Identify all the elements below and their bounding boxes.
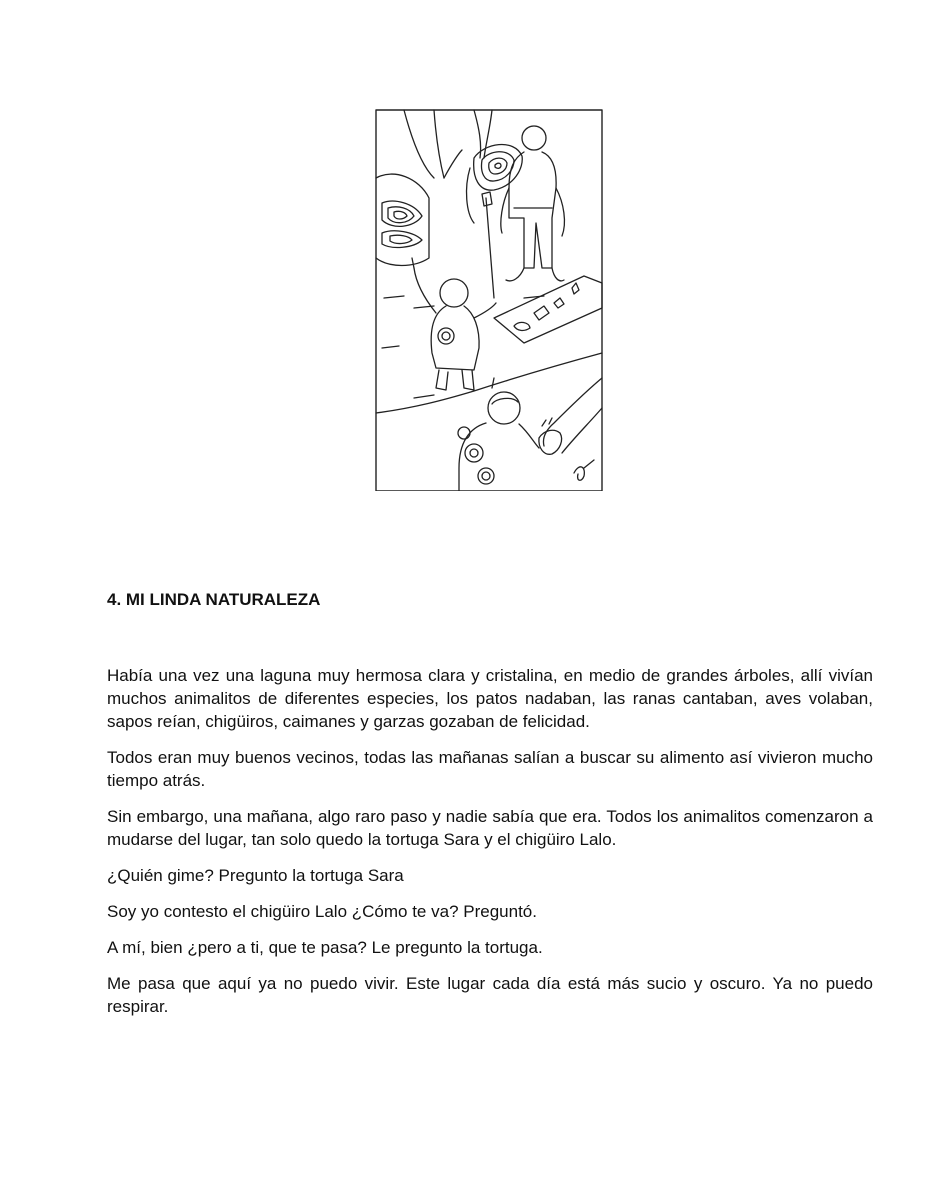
- paragraph: Todos eran muy buenos vecinos, todas las mañanas salían a buscar su alimento así vivieron mucho tiempo atrás.: [107, 748, 873, 790]
- paragraph: A mí, bien ¿pero a ti, que te pasa? Le pregunto la tortuga.: [107, 938, 543, 957]
- paragraph: ¿Quién gime? Pregunto la tortuga Sara: [107, 866, 404, 885]
- paragraph: Había una vez una laguna muy hermosa clara y cristalina, en medio de grandes árboles, allí vivían muchos animalitos de diferentes especies, los patos nadaban, las ranas cantaban, aves volaban, sapos reían, chigüiros, caimanes y garzas gozaban de felicidad.: [107, 666, 873, 731]
- paragraph: Sin embargo, una mañana, algo raro paso y nadie sabía que era. Todos los animalitos comenzaron a mudarse del lugar, tan solo quedo la tortuga Sara y el chigüiro Lalo.: [107, 807, 873, 849]
- story-illustration: [374, 108, 604, 491]
- story-body: [107, 664, 873, 1031]
- illustration-drawing: [374, 108, 604, 491]
- paragraph: Soy yo contesto el chigüiro Lalo ¿Cómo te va? Preguntó.: [107, 902, 537, 921]
- section-heading: 4. MI LINDA NATURALEZA: [107, 590, 321, 609]
- paragraph: Me pasa que aquí ya no puedo vivir. Este lugar cada día está más sucio y oscuro. Ya no puedo respirar.: [107, 974, 873, 1016]
